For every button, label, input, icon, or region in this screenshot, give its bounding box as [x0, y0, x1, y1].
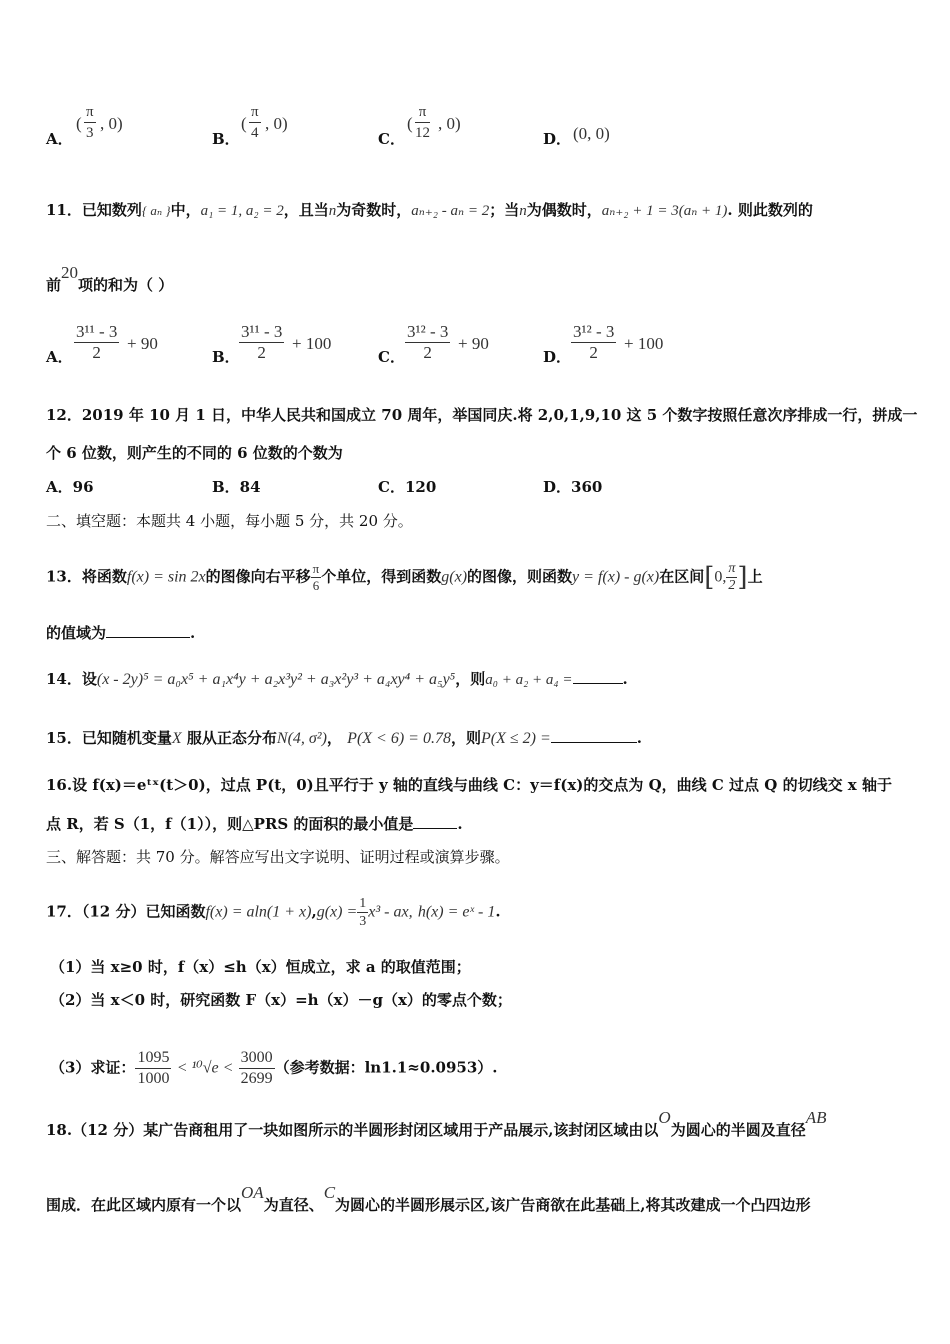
q11-option-c-rest: + 90 — [458, 334, 489, 353]
q10-option-a-rest: , 0) — [100, 114, 123, 133]
q11-option-b-rest: + 100 — [292, 334, 332, 353]
q17-root-e: < ¹⁰√e < — [176, 1059, 234, 1077]
q15-distribution: N(4, σ²) — [276, 730, 327, 747]
q10-option-b-open: ( — [241, 114, 247, 133]
q11-option-a-fraction: $\frac{\text{3¹¹ - 3}}{2}$ — [76, 322, 118, 362]
q10-option-c-rest: , 0) — [438, 114, 461, 133]
q11-option-b-fraction: $\frac{\text{3¹¹ - 3}}{2}$ — [241, 322, 283, 362]
q12-stem-line2: 个 6 位数，则产生的不同的 6 位数的个数为 — [46, 444, 343, 462]
q11-option-b-label: B． — [212, 348, 240, 366]
q14-expansion: (x - 2y)⁵ = a₀x⁵ + a₁x⁴y + a₂x³y² + a₃x²y³ + a₄xy⁴ + a₅y⁵ — [96, 671, 456, 688]
q13-interval-fraction: $\frac{\pi}{2}$ — [728, 561, 736, 593]
q15-ask: P(X ≤ 2) = — [480, 730, 551, 747]
q13-shift-fraction: $\frac{\pi}{6}$ — [312, 561, 320, 593]
q17-g-fraction: $\frac{1}{3}$ — [359, 896, 367, 929]
q10-option-a-label: A． — [46, 130, 73, 148]
q14-sum: a₀ + a₂ + a₄ = — [485, 672, 573, 688]
q18-stem-line2: 围成．在此区域内原有一个以OA为直径、C为圆心的半圆形展示区,该广告商欲在此基础上,将其改建成一个凸四边形 — [46, 1183, 811, 1214]
q11-option-a-rest: + 90 — [127, 334, 158, 353]
q13-g: g(x) — [441, 568, 468, 586]
q10-option-d-value: (0, 0) — [573, 124, 610, 143]
q17-lower-bound-fraction: $\frac{1095}{1000}$ — [137, 1049, 170, 1087]
q11-option-d-label: D． — [543, 348, 572, 366]
q16-stem: 16.设 f(x)＝eᵗˣ(t＞0)，过点 P(t，0)且平行于 y 轴的直线与曲线 C：y＝f(x)的交点为 Q，曲线 C 过点 Q 的切线交 x 轴于 — [46, 776, 892, 794]
section-3-heading: 三、解答题：共 70 分。解答应写出文字说明、证明过程或演算步骤。 — [46, 848, 510, 866]
q14-answer-blank — [573, 683, 623, 684]
q11-even-rule: aₙ₊₂ + 1 = 3(aₙ + 1) — [601, 203, 728, 219]
q13-answer-blank — [106, 637, 190, 638]
q10-option-b-fraction: $\frac{\pi}{4}$ — [251, 104, 259, 141]
q15-stem: 15．已知随机变量X 服从正态分布N(4, σ²)， P(X < 6) = 0.78，则P(X ≤ 2) = . — [46, 729, 642, 747]
q17-h: h(x) = eˣ - 1 — [417, 903, 496, 921]
q11-stem: 11．已知数列{ aₙ }中，a₁ = 1, a₂ = 2，且当n为奇数时，aₙ₊₂ - aₙ = 2；当n为偶数时，aₙ₊₂ + 1 = 3(aₙ + 1). 则此数列的 — [46, 201, 813, 219]
q17-upper-bound-fraction: $\frac{3000}{2699}$ — [240, 1049, 273, 1087]
q12-option-c: C．120 — [378, 478, 437, 496]
q10-option-a-open: ( — [76, 114, 82, 133]
q17-part-3: （3）求证： $\frac{1095}{1000}$ < ¹⁰√e < $\frac{3000}{2699}$ （参考数据：ln1.1≈0.0953）. — [50, 1049, 498, 1087]
q14-stem: 14．设(x - 2y)⁵ = a₀x⁵ + a₁x⁴y + a₂x³y² + a₃x²y³ + a₄xy⁴ + a₅y⁵，则a₀ + a₂ + a₄ = . — [46, 670, 628, 688]
q11-option-d-fraction: $\frac{\text{3¹² - 3}}{2}$ — [573, 322, 615, 362]
q17-part-2: （2）当 x＜0 时，研究函数 F（x）=h（x）－g（x）的零点个数； — [50, 991, 512, 1009]
q16-answer-blank — [413, 828, 457, 829]
q15-answer-blank — [551, 742, 637, 743]
q11-sequence: { aₙ } — [141, 203, 171, 218]
q15-given: P(X < 6) = 0.78 — [347, 730, 451, 747]
q11-option-d-rest: + 100 — [624, 334, 664, 353]
q18-stem: 18.（12 分）某广告商租用了一块如图所示的半圆形封闭区域用于产品展示,该封闭区域由以O为圆心的半圆及直径AB — [46, 1108, 827, 1139]
q10-option-b-label: B． — [212, 130, 240, 148]
q13-f: f(x) = sin 2x — [126, 568, 206, 586]
q10-option-c-label: C． — [378, 130, 405, 148]
q10-option-c-open: ( — [407, 114, 413, 133]
q11-stem-line2: 前20项的和为（ ） — [46, 263, 174, 294]
q17-stem: 17．（12 分）已知函数f(x) = aln(1 + x),g(x) = $\frac{1}{3}$ x³ - ax, h(x) = eˣ - 1. — [46, 896, 501, 929]
q13-stem: 13．将函数f(x) = sin 2x的图像向右平移 $\frac{\pi}{6}$ 个单位，得到函数g(x)的图像，则函数y = f(x) - g(x)在区间[0, $\frac{\pi}{2}$ ]上 — [46, 561, 763, 593]
q10-option-b-rest: , 0) — [265, 114, 288, 133]
q12-option-d: D．360 — [543, 478, 603, 496]
q17-g: x³ - ax, — [368, 903, 413, 921]
q11-option-a-label: A． — [46, 348, 73, 366]
q13-y: y = f(x) - g(x) — [572, 568, 660, 586]
q10-option-d-label: D． — [543, 130, 572, 148]
q12-option-b: B．84 — [212, 478, 261, 496]
q11-twenty: 20 — [61, 263, 79, 282]
q11-odd-rule: aₙ₊₂ - aₙ = 2 — [411, 203, 490, 219]
q11-option-c-label: C． — [378, 348, 405, 366]
q11-option-c-fraction: $\frac{\text{3¹² - 3}}{2}$ — [407, 322, 449, 362]
q12-option-a: A．96 — [46, 478, 94, 496]
q17-part-1: （1）当 x≥0 时，f（x）≤h（x）恒成立，求 a 的取值范围； — [50, 958, 471, 976]
q13-stem-line2: 的值域为 . — [46, 624, 196, 642]
section-2-heading: 二、填空题：本题共 4 小题，每小题 5 分，共 20 分。 — [46, 512, 413, 530]
q16-stem-line2: 点 R，若 S（1，f（1）），则△PRS 的面积的最小值是 . — [46, 815, 463, 833]
q12-stem: 12．2019 年 10 月 1 日，中华人民共和国成立 70 周年，举国同庆.将 2,0,1,9,10 这 5 个数字按照任意次序排成一行，拼成一 — [46, 406, 918, 424]
q17-f: f(x) = aln(1 + x) — [205, 903, 312, 921]
q11-initial: a₁ = 1, a₂ = 2 — [200, 203, 284, 219]
q10-option-a-fraction: $\frac{\pi}{3}$ — [86, 104, 94, 141]
q10-option-c-fraction: $\frac{\pi}{12}$ — [415, 104, 430, 141]
